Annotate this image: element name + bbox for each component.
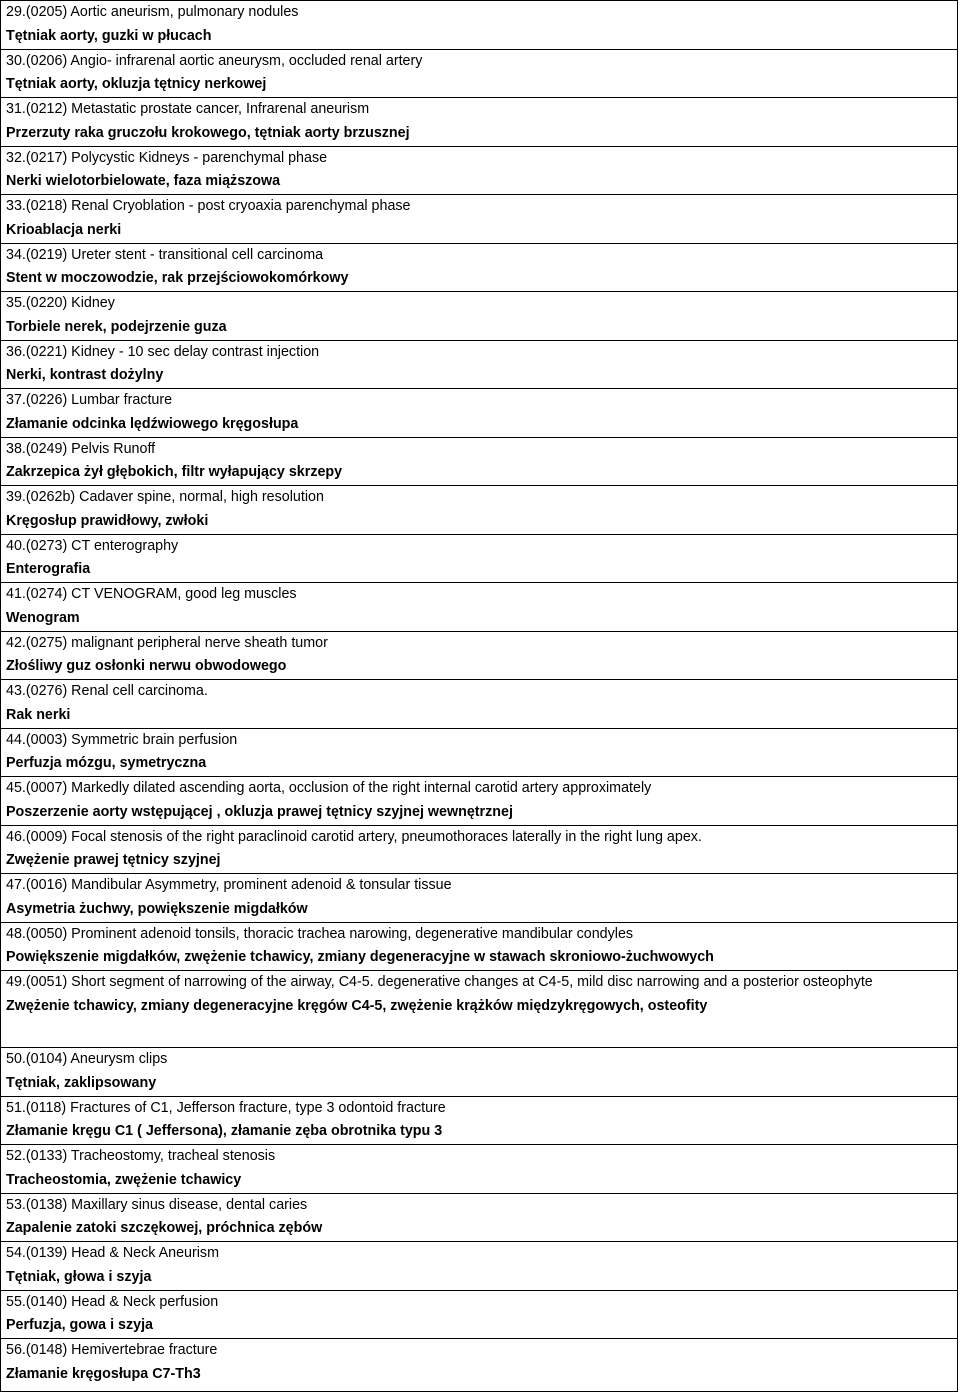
list-item bbox=[1, 1097, 957, 1146]
entry-english: 36.(0221) Kidney - 10 sec delay contrast injection bbox=[6, 343, 320, 360]
entry-polish: Przerzuty raka gruczołu krokowego, tętniak aorty brzusznej bbox=[6, 124, 410, 141]
list-item bbox=[1, 1242, 957, 1291]
entry-polish: Poszerzenie aorty wstępującej , okluzja prawej tętnicy szyjnej wewnętrznej bbox=[6, 803, 513, 820]
entry-polish: Tracheostomia, zwężenie tchawicy bbox=[6, 1171, 242, 1188]
entry-polish: Zapalenie zatoki szczękowej, próchnica zębów bbox=[6, 1220, 323, 1236]
list-item bbox=[1, 535, 957, 584]
entry-polish: Tętniak, zaklipsowany bbox=[6, 1074, 157, 1091]
list-item bbox=[1, 1291, 957, 1340]
entry-polish: Rak nerki bbox=[6, 706, 71, 723]
entry-polish: Perfuzja mózgu, symetryczna bbox=[6, 755, 207, 771]
list-item bbox=[1, 1048, 957, 1097]
entry-english: 56.(0148) Hemivertebrae fracture bbox=[6, 1342, 218, 1358]
list-item bbox=[1, 1339, 957, 1388]
list-item bbox=[1, 923, 957, 972]
entry-english: 49.(0051) Short segment of narrowing of the airway, C4-5. degenerative changes at C4-5, mild disc narrowing and a posterior osteophyte bbox=[6, 974, 873, 990]
entry-english: 43.(0276) Renal cell carcinoma. bbox=[6, 683, 208, 699]
entry-english: 53.(0138) Maxillary sinus disease, dental caries bbox=[6, 1196, 308, 1213]
list-item bbox=[1, 389, 957, 438]
entry-english: 37.(0226) Lumbar fracture bbox=[6, 392, 173, 408]
entry-english: 45.(0007) Markedly dilated ascending aorta, occlusion of the right internal carotid artery approximately bbox=[6, 780, 652, 796]
entry-polish: Wenogram bbox=[6, 609, 80, 626]
list-item bbox=[1, 98, 957, 147]
entry-english: 52.(0133) Tracheostomy, tracheal stenosis bbox=[6, 1148, 276, 1164]
list-item bbox=[1, 729, 957, 778]
list-item bbox=[1, 147, 957, 196]
list-item bbox=[1, 341, 957, 390]
list-item bbox=[1, 292, 957, 341]
list-item bbox=[1, 777, 957, 826]
list-item bbox=[1, 486, 957, 535]
entry-polish: Perfuzja, gowa i szyja bbox=[6, 1317, 153, 1333]
entry-polish: Stent w moczowodzie, rak przejściowokomórkowy bbox=[6, 270, 349, 286]
entry-english: 55.(0140) Head & Neck perfusion bbox=[6, 1293, 219, 1310]
entry-polish: Złamanie kręgosłupa C7-Th3 bbox=[6, 1365, 201, 1382]
entry-english: 35.(0220) Kidney bbox=[6, 295, 115, 311]
entry-english: 29.(0205) Aortic aneurism, pulmonary nodules bbox=[6, 4, 299, 20]
entry-english: 50.(0104) Aneurysm clips bbox=[6, 1051, 168, 1067]
entry-polish: Powiększenie migdałków, zwężenie tchawicy, zmiany degeneracyjne w stawach skroniowo-żuchwowych bbox=[6, 949, 714, 965]
entry-english: 46.(0009) Focal stenosis of the right paraclinoid carotid artery, pneumothoraces laterally in the right lung apex. bbox=[6, 828, 702, 845]
entry-english: 32.(0217) Polycystic Kidneys - parenchymal phase bbox=[6, 149, 328, 166]
entry-english: 42.(0275) malignant peripheral nerve sheath tumor bbox=[6, 634, 328, 651]
entry-polish: Torbiele nerek, podejrzenie guza bbox=[6, 318, 227, 335]
entry-english: 40.(0273) CT enterography bbox=[6, 537, 179, 554]
entry-english: 33.(0218) Renal Cryoblation - post cryoaxia parenchymal phase bbox=[6, 198, 411, 214]
entry-english: 38.(0249) Pelvis Runoff bbox=[6, 440, 156, 457]
entry-english: 47.(0016) Mandibular Asymmetry, prominent adenoid & tonsular tissue bbox=[6, 877, 452, 893]
entry-english: 39.(0262b) Cadaver spine, normal, high resolution bbox=[6, 489, 324, 505]
entry-english: 34.(0219) Ureter stent - transitional cell carcinoma bbox=[6, 246, 324, 263]
entry-english: 54.(0139) Head & Neck Aneurism bbox=[6, 1245, 219, 1261]
entry-english: 30.(0206) Angio- infrarenal aortic aneurysm, occluded renal artery bbox=[6, 52, 423, 69]
list-item bbox=[1, 195, 957, 244]
entry-polish: Złamanie kręgu C1 ( Jeffersona), złamanie zęba obrotnika typu 3 bbox=[6, 1123, 443, 1139]
entry-english: 51.(0118) Fractures of C1, Jefferson fracture, type 3 odontoid fracture bbox=[6, 1099, 446, 1116]
entry-polish: Nerki wielotorbielowate, faza miąższowa bbox=[6, 173, 281, 189]
entry-english: 44.(0003) Symmetric brain perfusion bbox=[6, 731, 238, 748]
entry-polish: Zakrzepica żył głębokich, filtr wyłapujący skrzepy bbox=[6, 464, 343, 480]
list-item bbox=[1, 1, 957, 50]
entry-polish: Krioablacja nerki bbox=[6, 221, 122, 238]
entry-english: 31.(0212) Metastatic prostate cancer, Infrarenal aneurism bbox=[6, 101, 370, 117]
list-item bbox=[1, 632, 957, 681]
entry-polish: Asymetria żuchwy, powiększenie migdałków bbox=[6, 900, 308, 917]
entry-polish: Enterografia bbox=[6, 561, 91, 577]
list-item bbox=[1, 1194, 957, 1243]
entry-polish: Tętniak aorty, okluzja tętnicy nerkowej bbox=[6, 76, 267, 92]
list-item bbox=[1, 583, 957, 632]
list-item bbox=[1, 50, 957, 99]
list-item bbox=[1, 1145, 957, 1194]
entry-polish: Kręgosłup prawidłowy, zwłoki bbox=[6, 512, 209, 529]
entry-polish: Zwężenie prawej tętnicy szyjnej bbox=[6, 852, 221, 868]
list-item bbox=[1, 971, 957, 1048]
entry-polish: Tętniak, głowa i szyja bbox=[6, 1268, 152, 1285]
entry-polish: Tętniak aorty, guzki w płucach bbox=[6, 27, 212, 44]
entry-polish: Zwężenie tchawicy, zmiany degeneracyjne kręgów C4-5, zwężenie krążków międzykręgowych, osteofity bbox=[6, 997, 708, 1014]
entry-polish: Złośliwy guz osłonki nerwu obwodowego bbox=[6, 658, 287, 674]
entry-polish: Złamanie odcinka lędźwiowego kręgosłupa bbox=[6, 415, 299, 432]
list-item bbox=[1, 826, 957, 875]
entry-english: 41.(0274) CT VENOGRAM, good leg muscles bbox=[6, 586, 297, 602]
list-item bbox=[1, 244, 957, 293]
entry-english: 48.(0050) Prominent adenoid tonsils, thoracic trachea narowing, degenerative mandibular condyles bbox=[6, 925, 634, 942]
list-item bbox=[1, 680, 957, 729]
list-item bbox=[1, 874, 957, 923]
list-item bbox=[1, 438, 957, 487]
entry-polish: Nerki, kontrast dożylny bbox=[6, 367, 164, 383]
